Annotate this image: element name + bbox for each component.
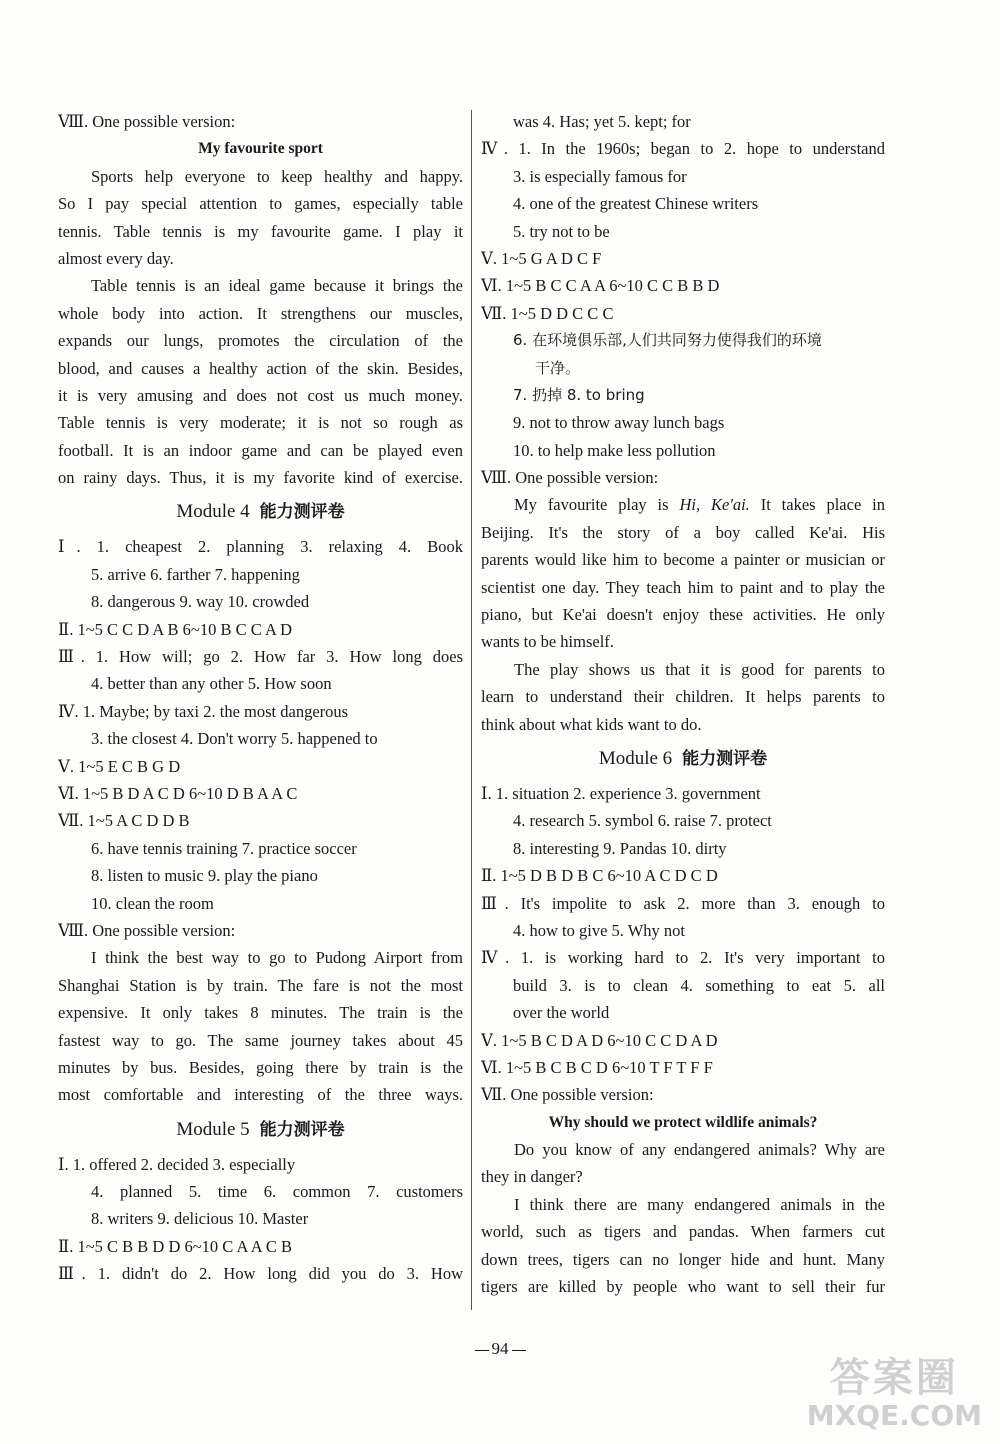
text-line: Ⅳ. 1. is working hard to 2. It's very important to xyxy=(481,948,885,968)
text-line: Ⅶ. 1~5 A C D D B xyxy=(58,811,190,831)
text-line: scientist one day. They teach him to paint and to play the xyxy=(481,577,885,597)
text-line: Ⅶ. 1~5 D D C C C xyxy=(481,303,614,323)
text-line: it is very amusing and does not cost us much money. xyxy=(58,385,463,405)
module-subtitle: 能力测评卷 xyxy=(682,748,768,769)
text-line: tennis. Table tennis is my favourite game. I play it xyxy=(58,221,463,241)
text-line: minutes by bus. Besides, going there by train is the xyxy=(58,1057,463,1077)
text-line: over the world xyxy=(513,1003,610,1023)
text-line: 3. is especially famous for xyxy=(513,166,687,186)
module-heading xyxy=(481,738,885,780)
essay-title: My favourite sport xyxy=(198,140,323,158)
text-line: Ⅴ. 1~5 B C D A D 6~10 C C D A D xyxy=(481,1030,718,1050)
text-line: I think there are many endangered animals in the xyxy=(514,1194,885,1214)
text-line: fastest way to go. The same journey takes about 45 xyxy=(58,1030,463,1050)
text-line: 8. interesting 9. Pandas 10. dirty xyxy=(513,838,727,858)
text-line: The play shows us that it is good for parents to xyxy=(514,659,885,679)
text-line: on rainy days. Thus, it is my favorite kind of exercise. xyxy=(58,468,463,488)
essay-title: Why should we protect wildlife animals? xyxy=(548,1113,818,1131)
watermark-logo xyxy=(807,1346,982,1432)
text-line: Beijing. It's the story of a boy called Ke'ai. His xyxy=(481,522,885,542)
play-title: Hi, Ke'ai. xyxy=(679,495,750,515)
left-column xyxy=(58,108,463,1288)
text-line: almost every day. xyxy=(58,248,174,268)
text-line: piano, but Ke'ai doesn't enjoy these activities. He only xyxy=(481,605,885,625)
text-line: blood, and causes a healthy action of the skin. Besides, xyxy=(58,358,463,378)
text-line: Ⅲ. It's impolite to ask 2. more than 3. enough to xyxy=(481,893,885,913)
text-line: think about what kids want to do. xyxy=(481,714,702,734)
text-line: 10. clean the room xyxy=(91,893,214,913)
text-line: 10. to help make less pollution xyxy=(513,440,716,460)
text-line: Ⅰ. 1. offered 2. decided 3. especially xyxy=(58,1154,296,1174)
text-line xyxy=(481,491,885,518)
text-line: build 3. is to clean 4. something to eat 5. all xyxy=(513,975,885,995)
text-line: expands our lungs, promotes the circulation of the xyxy=(58,331,463,351)
text-line: 8. listen to music 9. play the piano xyxy=(91,866,318,886)
column-divider xyxy=(471,110,472,1310)
text-line: Ⅵ. 1~5 B C C A A 6~10 C C B B D xyxy=(481,276,720,296)
text-line: I think the best way to go to Pudong Airport from xyxy=(91,948,463,968)
text-line: tigers are killed by people who want to sell their fur xyxy=(481,1277,885,1297)
text-line: Ⅳ. 1. Maybe; by taxi 2. the most dangerous xyxy=(58,701,349,721)
text-line: Ⅴ. 1~5 E C B G D xyxy=(58,756,181,776)
text-line: Ⅱ. 1~5 C B B D D 6~10 C A A C B xyxy=(58,1236,292,1256)
text-line: expensive. It only takes 8 minutes. The train is the xyxy=(58,1003,463,1023)
text-line: 4. research 5. symbol 6. raise 7. protect xyxy=(513,811,772,831)
text-line: 4. one of the greatest Chinese writers xyxy=(513,194,759,214)
text-line: 6. 在环境俱乐部,人们共同努力使得我们的环境 xyxy=(513,331,822,350)
module-heading xyxy=(58,1109,463,1151)
module-heading xyxy=(58,491,463,533)
module-title: Module 4 xyxy=(176,501,250,523)
right-column xyxy=(481,108,885,1300)
text-line: Shanghai Station is by train. The fare is not the most xyxy=(58,975,463,995)
text-line: learn to understand their children. It helps parents to xyxy=(481,687,885,707)
text-line: Ⅷ. One possible version: xyxy=(58,112,236,131)
watermark-url: MXQE.COM xyxy=(806,1399,982,1432)
text-line: parents would like him to become a painter or musician or xyxy=(481,550,885,570)
text-line: 5. try not to be xyxy=(513,221,610,241)
text-line: 3. the closest 4. Don't worry 5. happened to xyxy=(91,729,378,749)
text-line: Ⅵ. 1~5 B C B C D 6~10 T F T F F xyxy=(481,1057,713,1077)
text-line: 4. how to give 5. Why not xyxy=(513,920,686,940)
text-line: Ⅶ. One possible version: xyxy=(481,1085,654,1105)
text-line: 干净。 xyxy=(535,358,581,377)
text-segment: My favourite play is xyxy=(514,495,680,515)
module-subtitle: 能力测评卷 xyxy=(259,502,345,523)
text-line: 5. arrive 6. farther 7. happening xyxy=(91,564,300,584)
text-line: Ⅷ. One possible version: xyxy=(481,468,659,488)
text-line: Ⅳ. 1. In the 1960s; began to 2. hope to understand xyxy=(481,139,885,159)
text-line: they in danger? xyxy=(481,1167,583,1187)
text-line: 9. not to throw away lunch bags xyxy=(513,413,725,433)
text-line: Do you know of any endangered animals? Why are xyxy=(514,1140,885,1160)
page-number: 94 xyxy=(0,1339,1000,1359)
text-line: Table tennis is an ideal game because it brings the xyxy=(91,276,463,296)
text-line: world, such as tigers and pandas. When farmers cut xyxy=(481,1222,885,1242)
text-line: 4. planned 5. time 6. common 7. customers xyxy=(91,1182,463,1202)
module-title: Module 5 xyxy=(176,1118,250,1140)
watermark-chinese: 答案圈 xyxy=(829,1355,959,1401)
text-line: 7. 扔掉 8. to bring xyxy=(513,385,645,404)
text-line: Ⅰ. 1. cheapest 2. planning 3. relaxing 4. Book xyxy=(58,537,463,557)
text-line: So I pay special attention to games, especially table xyxy=(58,194,463,214)
text-line: 8. dangerous 9. way 10. crowded xyxy=(91,592,310,612)
text-line: down trees, tigers can no longer hide and hunt. Many xyxy=(481,1249,885,1269)
text-line: Ⅵ. 1~5 B D A C D 6~10 D B A A C xyxy=(58,783,298,803)
text-line: Sports help everyone to keep healthy and happy. xyxy=(91,166,463,186)
text-line: most comfortable and interesting of the three ways. xyxy=(58,1085,463,1105)
text-line: whole body into action. It strengthens our muscles, xyxy=(58,303,463,323)
text-line: Ⅴ. 1~5 G A D C F xyxy=(481,248,602,268)
module-title: Module 6 xyxy=(598,747,673,769)
text-line: Table tennis is very moderate; it is not so rough as xyxy=(58,413,463,433)
text-segment: It takes place in xyxy=(749,495,885,515)
text-line: 4. better than any other 5. How soon xyxy=(91,674,332,694)
text-line: Ⅰ. 1. situation 2. experience 3. government xyxy=(481,783,761,803)
text-line: Ⅱ. 1~5 D B D B C 6~10 A C D C D xyxy=(481,866,718,886)
text-line: football. It is an indoor game and can be played even xyxy=(58,440,463,460)
text-line: 8. writers 9. delicious 10. Master xyxy=(91,1209,309,1229)
text-line: Ⅲ. 1. How will; go 2. How far 3. How long does xyxy=(58,647,463,667)
text-line: Ⅱ. 1~5 C C D A B 6~10 B C C A D xyxy=(58,619,292,639)
module-subtitle: 能力测评卷 xyxy=(259,1119,345,1140)
text-line: wants to be himself. xyxy=(481,632,614,652)
text-line: Ⅲ. 1. didn't do 2. How long did you do 3. How xyxy=(58,1264,463,1284)
text-line: 6. have tennis training 7. practice soccer xyxy=(91,838,357,858)
text-line: was 4. Has; yet 5. kept; for xyxy=(513,112,691,131)
text-line: Ⅷ. One possible version: xyxy=(58,920,236,940)
